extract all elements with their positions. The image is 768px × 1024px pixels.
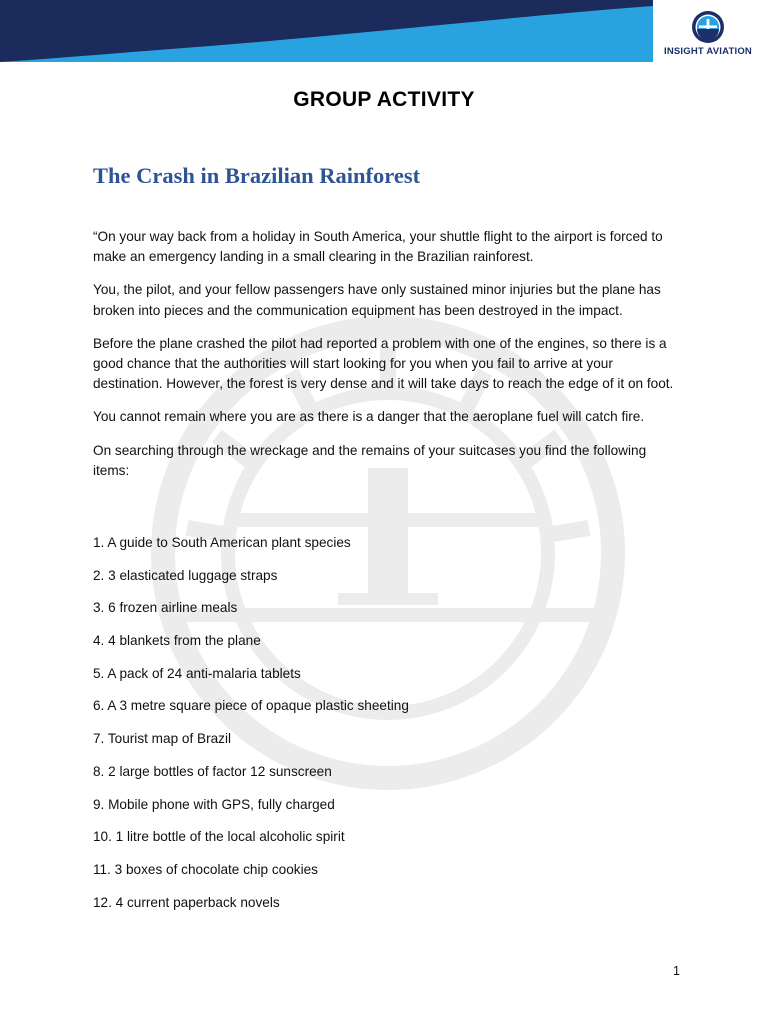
list-item: 10. 1 litre bottle of the local alcoholic spirit: [93, 829, 345, 845]
list-item: 3. 6 frozen airline meals: [93, 600, 238, 616]
scenario-text: [93, 227, 683, 494]
header-band: [0, 0, 768, 62]
list-item: 4. 4 blankets from the plane: [93, 633, 261, 649]
list-item: 1. A guide to South American plant species: [93, 535, 351, 550]
paragraph: “On your way back from a holiday in South America, your shuttle flight to the airport is forced to make an emergency landing in a small clearing in the Brazilian rainforest.: [93, 229, 663, 265]
list-item: 5. A pack of 24 anti-malaria tablets: [93, 665, 301, 681]
list-item: 11. 3 boxes of chocolate chip cookies: [93, 861, 318, 877]
page-number: 1: [673, 964, 680, 978]
paragraph: On searching through the wreckage and the remains of your suitcases you find the following items:: [93, 442, 647, 478]
list-item: 2. 3 elasticated luggage straps: [93, 567, 278, 583]
list-item: 6. A 3 metre square piece of opaque plastic sheeting: [93, 698, 409, 714]
paragraph: Before the plane crashed the pilot had reported a problem with one of the engines, so there is a good chance that the authorities will start looking for you when you fail to arrive at your destination. However, the forest is very dense and it will take days to reach the edge of it on foot.: [93, 335, 674, 392]
paragraph: You, the pilot, and your fellow passengers have only sustained minor injuries but the plane has broken into pieces and the communication equipment has been destroyed in the impact.: [93, 282, 661, 318]
insight-aviation-logo-icon: [688, 10, 728, 46]
paragraph: You cannot remain where you are as there is a danger that the aeroplane fuel will catch fire.: [93, 409, 645, 425]
list-item: 9. Mobile phone with GPS, fully charged: [93, 796, 335, 812]
page-title: GROUP ACTIVITY: [293, 88, 475, 111]
list-item: 7. Tourist map of Brazil: [93, 731, 232, 747]
list-item: 8. 2 large bottles of factor 12 sunscreen: [93, 763, 332, 779]
items-list: [93, 533, 683, 925]
brand-logo: [658, 8, 758, 60]
section-heading: The Crash in Brazilian Rainforest: [93, 163, 421, 188]
list-item: 12. 4 current paperback novels: [93, 894, 280, 910]
brand-name: INSIGHT AVIATION: [664, 46, 752, 57]
